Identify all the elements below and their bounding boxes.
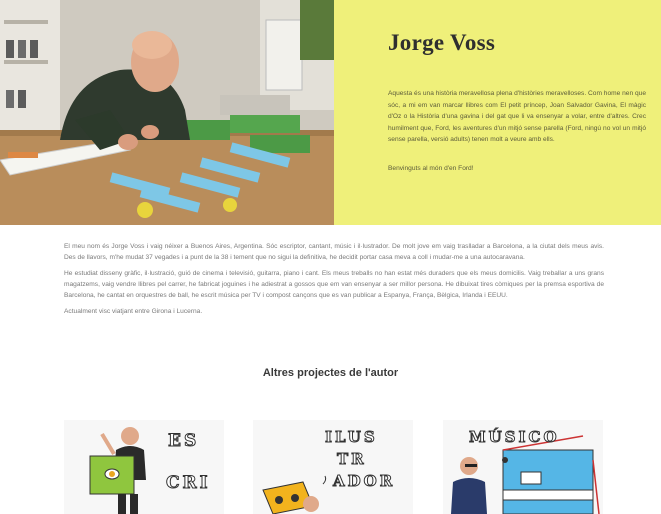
projects-section-title: Altres projectes de l'autor [262, 367, 399, 379]
bio-paragraph: Actualment visc viatjant entre Girona i Lucerna. [64, 308, 203, 316]
biography-section [64, 242, 604, 324]
hero-photo [0, 0, 334, 225]
hero-welcome-text: Benvinguts al món d'en Ford! [388, 165, 474, 172]
card-word: CRI [166, 473, 211, 493]
card-word: MÚSICO [469, 428, 560, 446]
project-card-illustrator[interactable] [253, 420, 413, 514]
card-word: ADOR [333, 472, 396, 490]
project-card-musician[interactable] [443, 420, 603, 514]
author-signing-books-image [0, 0, 334, 225]
page-title: Jorge Voss [388, 30, 496, 55]
bio-paragraph: El meu nom és Jorge Voss i vaig néixer a Buenos Aires, Argentina. Sóc escriptor, cantant, músic i il·lustrador. De molt jove em vaig traslladar a Barcelona, a la ciutat dels meus avis. Des de llavors, m'he mudat 37 vegades i a punt de la 38 i tement que no sigui la definitiva, he decidit portar casa meva a coll i mudar-me a una autocaravana. [64, 243, 604, 261]
hero-intro-text: Aquesta és una història meravellosa plena d'històries meravelloses. Com home nen que sóc, a mi em van marcar llibres com El petit príncep, Joan Salvador Gavina, El màgic d'Oz o la Història d'una gavina i del gat que li va ensenyar a volar, entre d'altres. Crec humilment que, Ford, les aventures d'un mitjó sense parella (Ford, ningú no vol un mitjó sense parella, versió adults) tenen molt a veure amb ells. [388, 90, 646, 144]
card-word: ES [168, 431, 200, 451]
hero-text-panel [334, 0, 661, 225]
writer-illustration [64, 420, 224, 514]
card-word: ILUS [325, 428, 378, 446]
bio-paragraph: He estudiat disseny gràfic, il·lustració, guió de cinema i televisió, guitarra, piano i cant. Els meus treballs no han estat més duraders que els meus domicilis. Vaig treballar a uns grans magatzems, vaig vendre llibres pel carrer, he fabricat joguines i he adiestrat a gossos que em van ensenyar a ser millor persona. He dibuixat tires còmiques per la premsa esportiva de Barcelona, he cantat en orquestres de ball, he escrit música per TV i compost cançons que es van publicar a Espanya, França, Bèlgica, Irlanda i EEUU. [64, 270, 604, 299]
hero-section [0, 0, 661, 225]
project-card-writer[interactable] [64, 420, 224, 514]
card-word: TR [337, 450, 367, 468]
